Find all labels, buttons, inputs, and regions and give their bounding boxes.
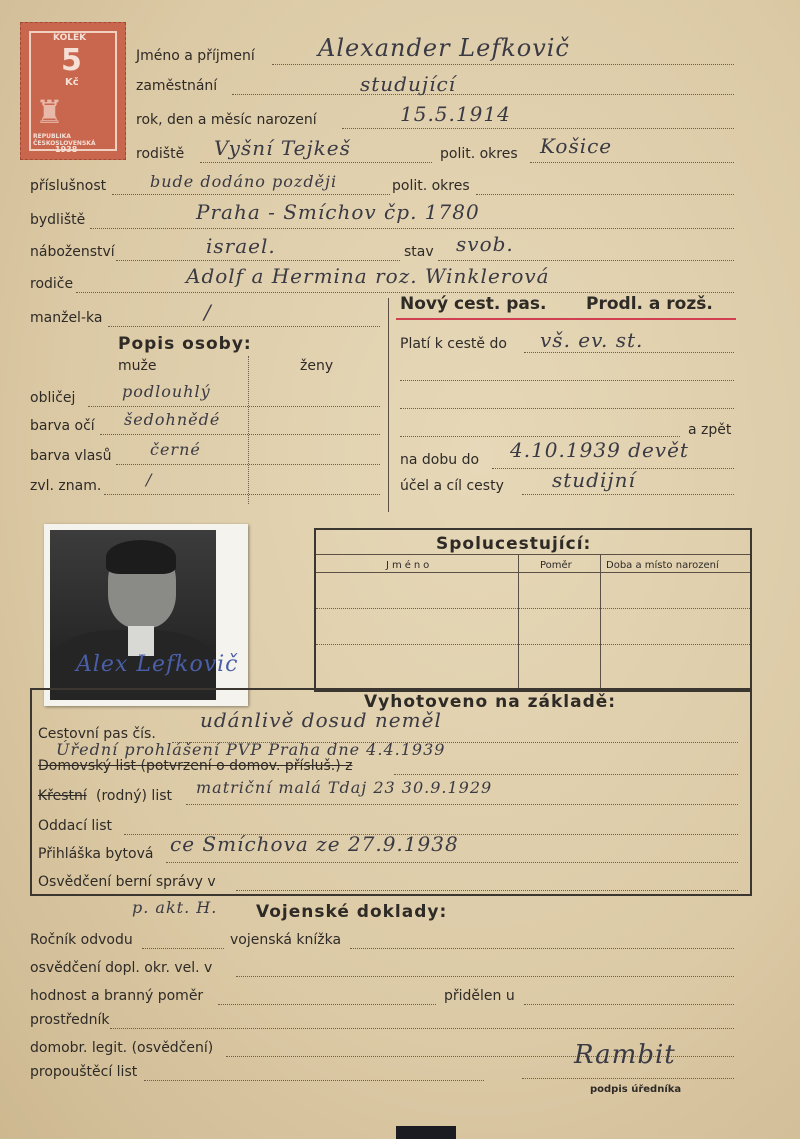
stamp-value: 5 bbox=[61, 43, 82, 78]
supplementary-cert-label: osvědčení dopl. okr. vel. v bbox=[30, 960, 213, 976]
women-column-label: ženy bbox=[300, 358, 334, 374]
rank-label: hodnost a branný poměr bbox=[30, 988, 204, 1004]
birth-certificate-label: (rodný) list bbox=[96, 788, 172, 804]
purpose-label: účel a cíl cesty bbox=[400, 478, 504, 494]
religion-label: náboženství bbox=[30, 244, 115, 260]
military-book-line bbox=[350, 948, 734, 949]
official-signature-caption: podpis úředníka bbox=[590, 1084, 682, 1095]
valid-to-value: vš. ev. st. bbox=[540, 328, 644, 352]
valid-to-line bbox=[524, 352, 734, 353]
eye-color-line bbox=[100, 434, 380, 435]
stamp-year: 1938 bbox=[55, 145, 78, 154]
occupation-label: zaměstnání bbox=[136, 78, 218, 94]
district-label: polit. okres bbox=[440, 146, 518, 162]
spouse-line bbox=[108, 326, 380, 327]
district-line bbox=[530, 162, 734, 163]
spouse-value: / bbox=[204, 300, 212, 324]
stamp-currency: Kč bbox=[65, 77, 79, 88]
parents-label: rodiče bbox=[30, 276, 74, 292]
official-signature-line bbox=[522, 1078, 734, 1079]
companions-header-top bbox=[316, 554, 750, 555]
military-book-label: vojenská knížka bbox=[230, 932, 342, 948]
section-divider bbox=[388, 298, 389, 512]
religion-line bbox=[116, 260, 400, 261]
companions-row-line bbox=[316, 608, 750, 609]
birth-certificate-value: matriční malá Tdaj 23 30.9.1929 bbox=[196, 778, 493, 797]
companions-col-name: Jméno bbox=[386, 560, 433, 571]
residence-label: bydliště bbox=[30, 212, 86, 228]
companions-col-relation: Poměr bbox=[540, 560, 572, 571]
birthplace-value: Vyšní Tejkeš bbox=[214, 136, 351, 160]
red-underline bbox=[396, 318, 736, 320]
assigned-label: přidělen u bbox=[444, 988, 515, 1004]
companions-title: Spolucestující: bbox=[436, 534, 592, 554]
purpose-value: studijní bbox=[552, 468, 636, 492]
birth-date-value: 15.5.1914 bbox=[400, 102, 511, 126]
stamp-side-text: REPUBLIKA ČESKOSLOVENSKÁ bbox=[33, 133, 96, 147]
eye-color-label: barva očí bbox=[30, 418, 95, 434]
tax-office-label: Osvědčení berní správy v bbox=[38, 874, 216, 890]
domicile-label: Domovský list (potvrzení o domov. přísluš.) z bbox=[38, 758, 353, 774]
religion-value: israel. bbox=[206, 234, 276, 258]
name-value: Alexander Lefkovič bbox=[318, 34, 570, 62]
face-label: obličej bbox=[30, 390, 76, 406]
valid-to-line-2 bbox=[400, 380, 734, 381]
district-value: Košice bbox=[540, 134, 613, 158]
military-note: p. akt. H. bbox=[132, 898, 218, 917]
companions-header-bottom bbox=[316, 572, 750, 573]
photo-signature: Alex Lefkovič bbox=[76, 652, 239, 677]
description-column-divider bbox=[248, 356, 249, 504]
birth-date-label: rok, den a měsíc narození bbox=[136, 112, 317, 128]
discharge-label: propouštěcí list bbox=[30, 1064, 138, 1080]
marks-label: zvl. znam. bbox=[30, 478, 102, 494]
hair-color-line bbox=[116, 464, 380, 465]
and-back-label: a zpět bbox=[688, 422, 732, 438]
hair-color-label: barva vlasů bbox=[30, 448, 112, 464]
residence-line bbox=[90, 228, 734, 229]
birth-certificate-line bbox=[186, 804, 738, 805]
passport-number-label: Cestovní pas čís. bbox=[38, 726, 156, 742]
citizenship-line bbox=[112, 194, 390, 195]
hair-shape bbox=[106, 540, 176, 574]
registration-label: Přihláška bytová bbox=[38, 846, 154, 862]
men-column-label: muže bbox=[118, 358, 157, 374]
companions-row-line bbox=[316, 644, 750, 645]
citizenship-label: příslušnost bbox=[30, 178, 107, 194]
name-label: Jméno a příjmení bbox=[136, 48, 255, 64]
extension-title: Prodl. a rozš. bbox=[586, 294, 713, 314]
supplementary-cert-line bbox=[236, 976, 734, 977]
companions-col-divider-1 bbox=[518, 554, 519, 688]
status-value: svob. bbox=[456, 232, 514, 256]
binding-strip bbox=[396, 1126, 456, 1139]
citizenship-value: bude dodáno později bbox=[150, 172, 338, 191]
rank-line bbox=[218, 1004, 436, 1005]
face-value: podlouhlý bbox=[122, 382, 211, 401]
assigned-line bbox=[524, 1004, 734, 1005]
domicile-value: Úřední prohlášení PVP Praha dne 4.4.1939 bbox=[56, 740, 446, 759]
birthplace-line bbox=[200, 162, 432, 163]
registration-value: ce Smíchova ze 27.9.1938 bbox=[170, 832, 459, 856]
parents-line bbox=[76, 292, 734, 293]
official-signature: Rambit bbox=[574, 1040, 676, 1070]
domicile-line bbox=[394, 774, 738, 775]
occupation-value: studující bbox=[360, 72, 457, 96]
period-value: 4.10.1939 devět bbox=[510, 438, 689, 462]
residence-value: Praha - Smíchov čp. 1780 bbox=[196, 200, 480, 224]
stamp-top-text: KOLEK bbox=[53, 33, 87, 43]
district2-line bbox=[476, 194, 734, 195]
spouse-label: manžel-ka bbox=[30, 310, 103, 326]
occupation-line bbox=[232, 94, 734, 95]
passport-photo bbox=[44, 524, 248, 706]
valid-to-line-3 bbox=[400, 408, 734, 409]
baptism-struck-label: Křestní bbox=[38, 788, 87, 804]
military-title: Vojenské doklady: bbox=[256, 902, 448, 922]
lion-emblem-icon: ♜ bbox=[35, 93, 64, 131]
intermediary-line bbox=[110, 1028, 734, 1029]
basis-title: Vyhotoveno na základě: bbox=[364, 692, 617, 712]
intermediary-label: prostředník bbox=[30, 1012, 110, 1028]
companions-col-divider-2 bbox=[600, 554, 601, 688]
purpose-line bbox=[522, 494, 734, 495]
status-line bbox=[438, 260, 734, 261]
marriage-label: Oddací list bbox=[38, 818, 112, 834]
parents-value: Adolf a Hermina roz. Winklerová bbox=[186, 264, 550, 288]
passport-number-value: udánlivě dosud neměl bbox=[200, 708, 442, 732]
description-title: Popis osoby: bbox=[118, 334, 252, 354]
tax-office-line bbox=[236, 890, 738, 891]
period-label: na dobu do bbox=[400, 452, 480, 468]
draft-year-line bbox=[142, 948, 224, 949]
name-line bbox=[272, 64, 734, 65]
legion-cert-label: domobr. legit. (osvědčení) bbox=[30, 1040, 214, 1056]
valid-to-line-4 bbox=[400, 436, 680, 437]
revenue-stamp bbox=[20, 22, 126, 160]
face-line bbox=[88, 406, 380, 407]
marks-line bbox=[104, 494, 380, 495]
companions-col-birth: Doba a místo narození bbox=[606, 560, 719, 571]
valid-to-label: Platí k cestě do bbox=[400, 336, 507, 352]
registration-line bbox=[166, 862, 738, 863]
hair-color-value: černé bbox=[150, 440, 201, 459]
new-passport-title: Nový cest. pas. bbox=[400, 294, 547, 314]
status-label: stav bbox=[404, 244, 434, 260]
draft-year-label: Ročník odvodu bbox=[30, 932, 133, 948]
birth-date-line bbox=[342, 128, 734, 129]
discharge-line bbox=[144, 1080, 484, 1081]
birthplace-label: rodiště bbox=[136, 146, 185, 162]
eye-color-value: šedohnědé bbox=[124, 410, 221, 429]
marks-value: / bbox=[146, 470, 153, 489]
district2-label: polit. okres bbox=[392, 178, 470, 194]
